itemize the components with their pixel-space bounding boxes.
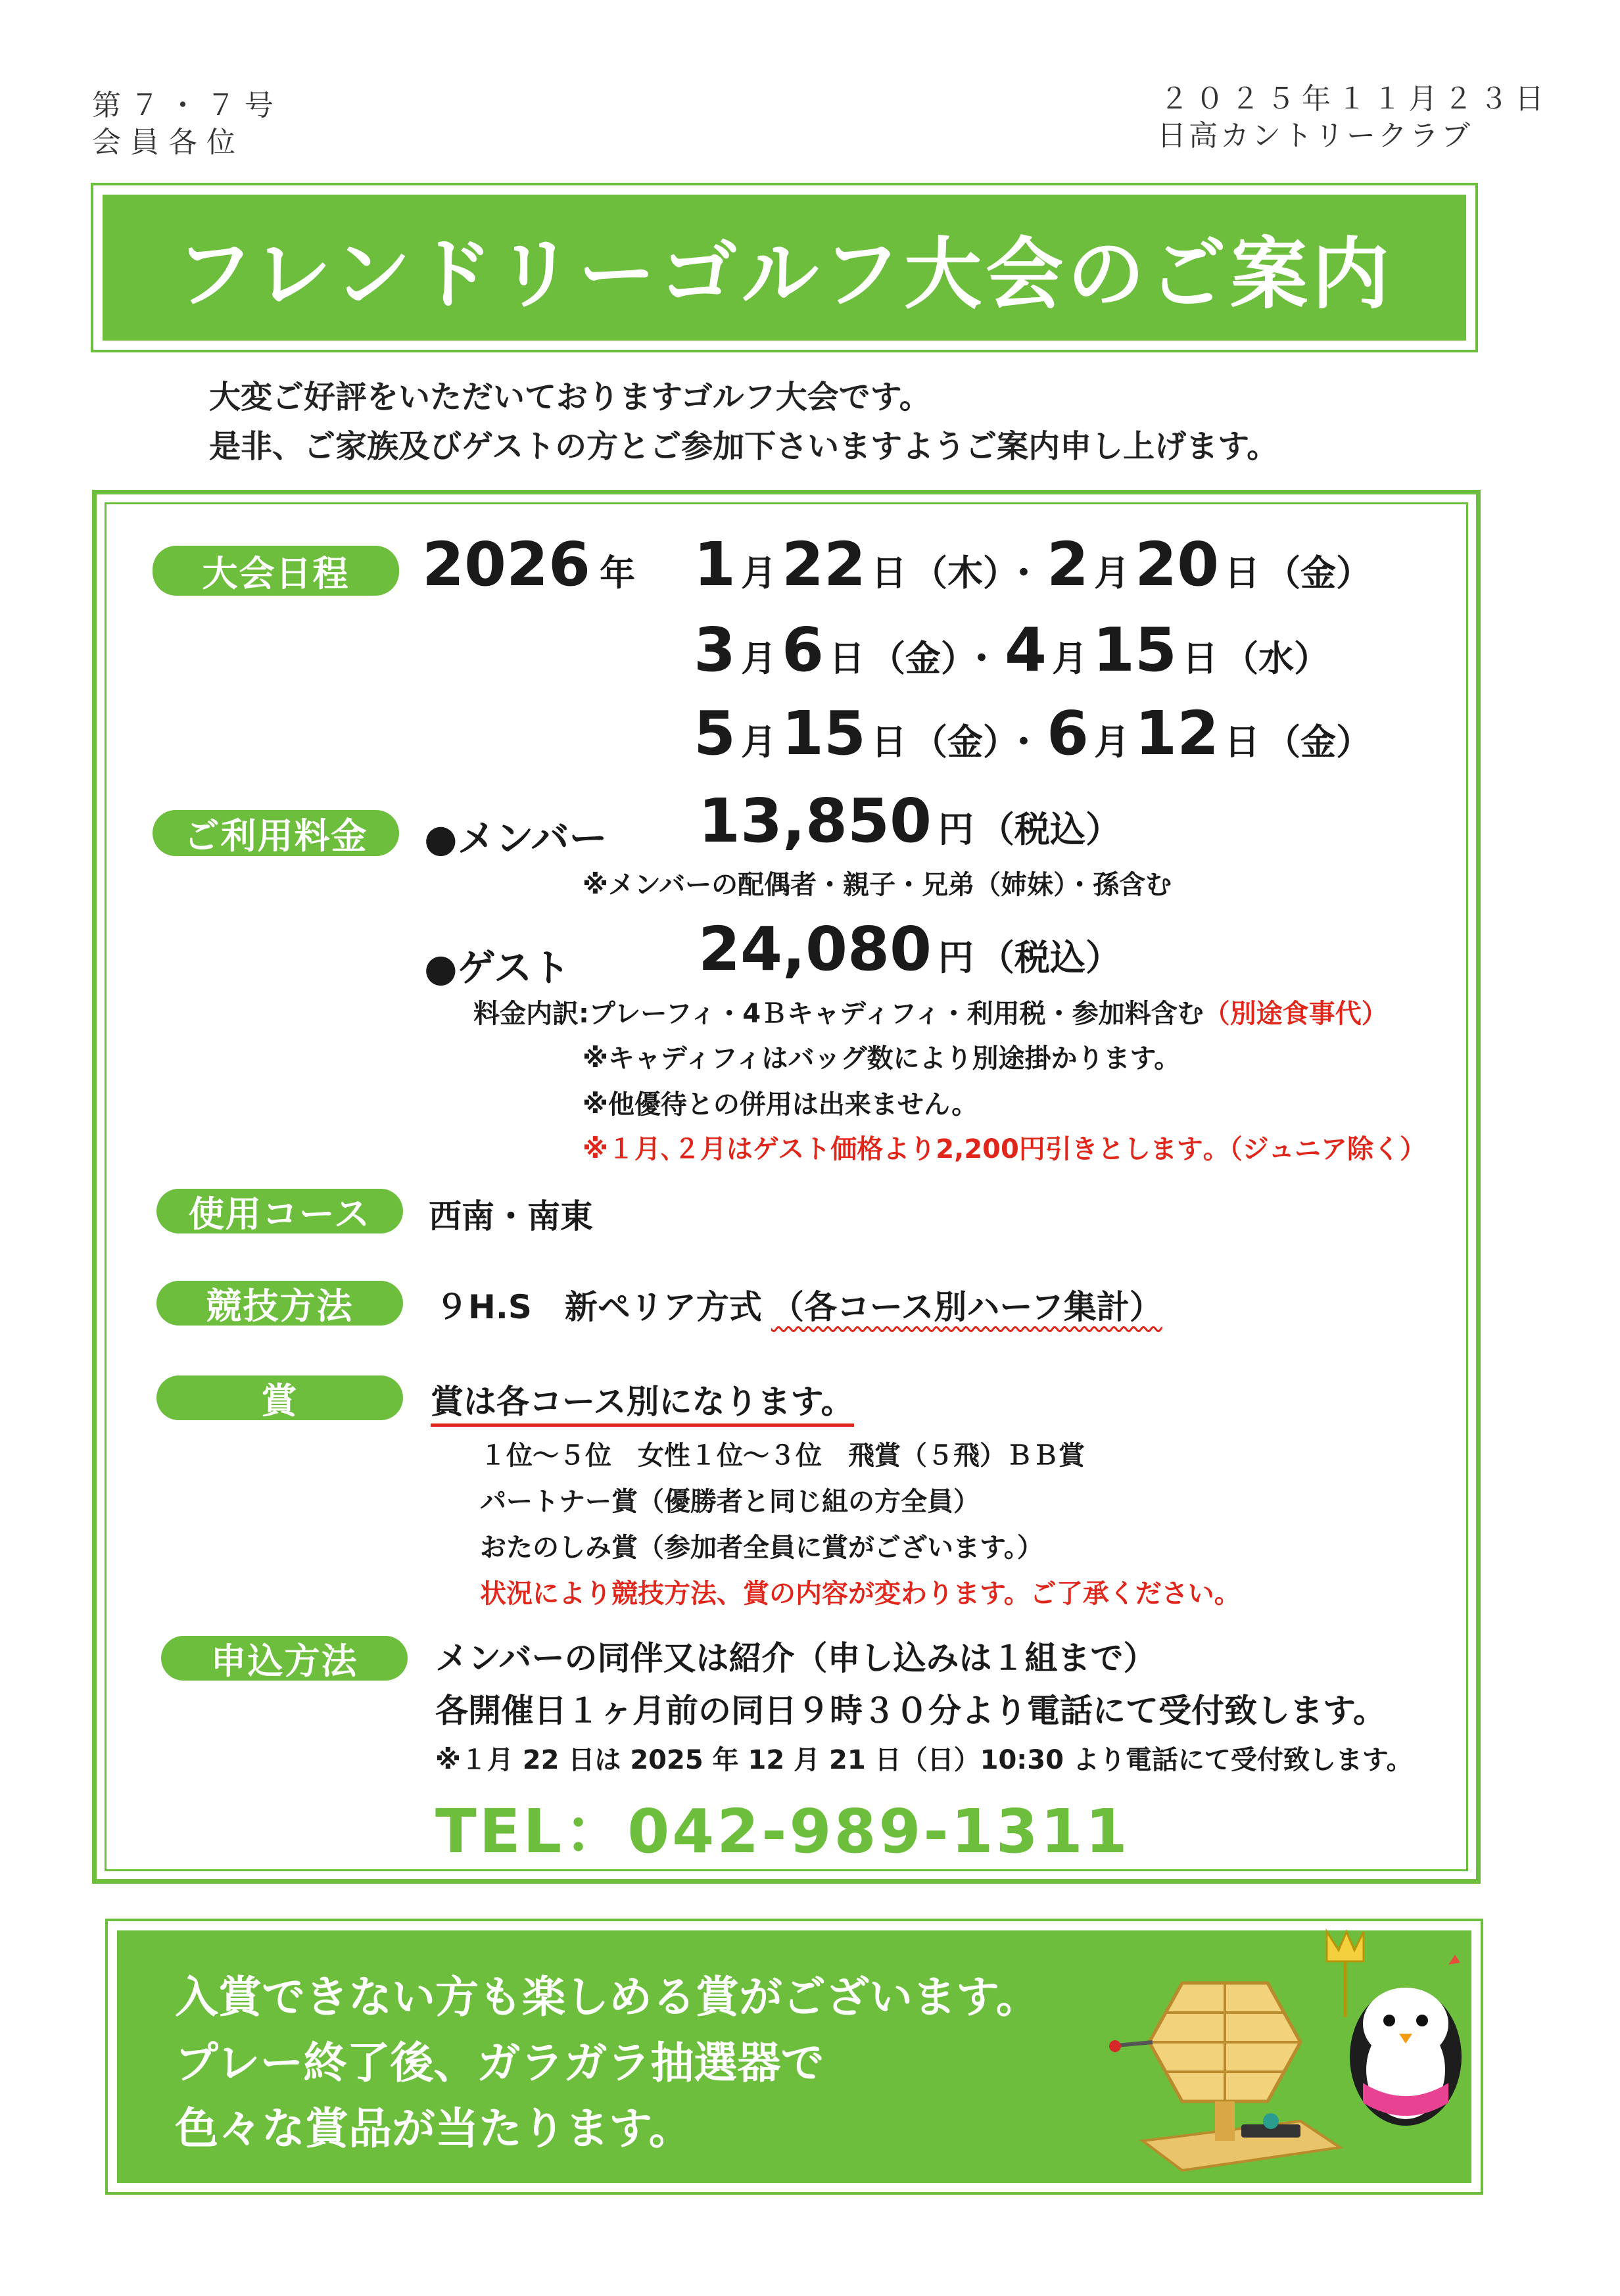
caddie-note: ※キャディフィはバッグ数により別途掛かります。	[583, 1043, 1181, 1074]
recipients: 会員各位	[92, 126, 245, 159]
guest-price: 24,080 円 （税込）	[698, 914, 1122, 984]
prize-disclaimer: 状況により競技方法、賞の内容が変わります。ご了承ください。	[480, 1579, 1241, 1609]
phone-number: TEL：042-989-1311	[435, 1796, 1130, 1867]
schedule-row	[694, 615, 1335, 685]
apply-line-1: メンバーの同伴又は紹介（申し込みは１組まで）	[435, 1639, 1156, 1677]
schedule-year: 2026 年	[422, 529, 636, 600]
weekday: （水）	[1223, 638, 1330, 679]
prize-line-3: おたのしみ賞（参加者全員に賞がございます。）	[480, 1533, 1043, 1563]
schedule-row	[694, 698, 1377, 769]
day-unit: 日	[871, 721, 907, 763]
prize-headline: 賞は各コース別になります。	[431, 1375, 854, 1423]
course-label: 使用コース	[156, 1189, 403, 1233]
month-unit: 月	[1094, 721, 1130, 763]
schedule-label: 大会日程	[153, 546, 399, 596]
apply-label: 申込方法	[161, 1636, 408, 1681]
month-number: 1	[694, 529, 736, 600]
intro-line-2: 是非、ご家族及びゲストの方とご参加下さいますようご案内申し上げます。	[209, 428, 1279, 465]
day-number: 6	[782, 615, 824, 685]
day-number: 15	[1093, 615, 1178, 685]
bottom-banner	[105, 1919, 1483, 2195]
member-price: 13,850 円 （税込）	[698, 786, 1122, 856]
day-unit: 日	[1224, 552, 1260, 594]
issue-number: 第７・７号	[92, 89, 283, 122]
prize-label: 賞	[156, 1375, 403, 1420]
month-number: 2	[1047, 529, 1089, 600]
fee-breakdown: 料金内訳:プレーフィ・4Ｂキャディフィ・利用税・参加料含む（別途食事代）	[473, 999, 1388, 1029]
month-number: 3	[694, 615, 736, 685]
apply-line-2: 各開催日１ヶ月前の同日９時３０分より電話にて受付致します。	[435, 1692, 1386, 1730]
guest-discount-note: ※１月､２月はゲスト価格より2,200円引きとします｡（ジュニア除く）	[583, 1134, 1427, 1164]
apply-line-3: ※１月 22 日は 2025 年 12 月 21 日（日）10:30 より電話にて受付致します。	[435, 1745, 1413, 1775]
month-unit: 月	[741, 638, 777, 679]
weekday: （金）	[1265, 721, 1372, 763]
intro-line-1: 大変ご好評をいただいておりますゴルフ大会です。	[209, 379, 931, 416]
day-unit: 日	[871, 552, 907, 594]
day-unit: 日	[1182, 638, 1218, 679]
title-banner	[91, 183, 1478, 352]
day-number: 22	[782, 529, 867, 600]
club-name: 日高カントリークラブ	[1157, 119, 1473, 153]
method-label: 競技方法	[156, 1281, 403, 1326]
discount-note: ※他優待との併用は出来ません。	[583, 1089, 978, 1120]
fee-label: ご利用料金	[153, 810, 399, 856]
month-number: 5	[694, 698, 736, 769]
weekday: （金）	[1265, 552, 1372, 594]
member-note: ※メンバーの配偶者・親子・兄弟（姉妹）・孫含む	[583, 870, 1172, 900]
weekday: （金）	[870, 638, 959, 679]
day-number: 15	[782, 698, 867, 769]
day-unit: 日	[1224, 721, 1260, 763]
weekday: （金）	[912, 721, 1001, 763]
member-label: ●メンバー	[424, 816, 608, 861]
month-unit: 月	[1094, 552, 1130, 594]
course-value: 西南・南東	[429, 1197, 593, 1235]
date-separator: ・	[1006, 552, 1042, 594]
day-number: 12	[1135, 698, 1220, 769]
day-number: 20	[1135, 529, 1220, 600]
issue-date: ２０２５年１１月２３日	[1160, 82, 1550, 116]
day-unit: 日	[829, 638, 865, 679]
prize-line-2: パートナー賞（優勝者と同じ組の方全員）	[480, 1487, 980, 1517]
weekday: （木）	[912, 552, 1001, 594]
page-title: フレンドリーゴルフ大会のご案内	[175, 229, 1394, 320]
month-unit: 月	[741, 552, 777, 594]
prize-line-1: １位～５位 女性１位～３位 飛賞（５飛）ＢＢ賞	[480, 1441, 1085, 1471]
month-unit: 月	[1052, 638, 1088, 679]
date-separator: ・	[964, 638, 1000, 679]
penguin-mascot-icon	[1300, 1925, 1471, 2162]
date-separator: ・	[1006, 721, 1042, 763]
month-number: 6	[1047, 698, 1089, 769]
schedule-row	[694, 529, 1377, 600]
bottom-message: 入賞できない方も楽しめる賞がございます。 プレー終了後、ガラガラ抽選器で 色々な賞品が当たります。	[175, 1972, 1039, 2154]
month-number: 4	[1005, 615, 1047, 685]
method-value: ９H.S 新ペリア方式 （各コース別ハーフ集計）	[435, 1288, 1162, 1326]
guest-label: ●ゲスト	[424, 945, 571, 990]
month-unit: 月	[741, 721, 777, 763]
